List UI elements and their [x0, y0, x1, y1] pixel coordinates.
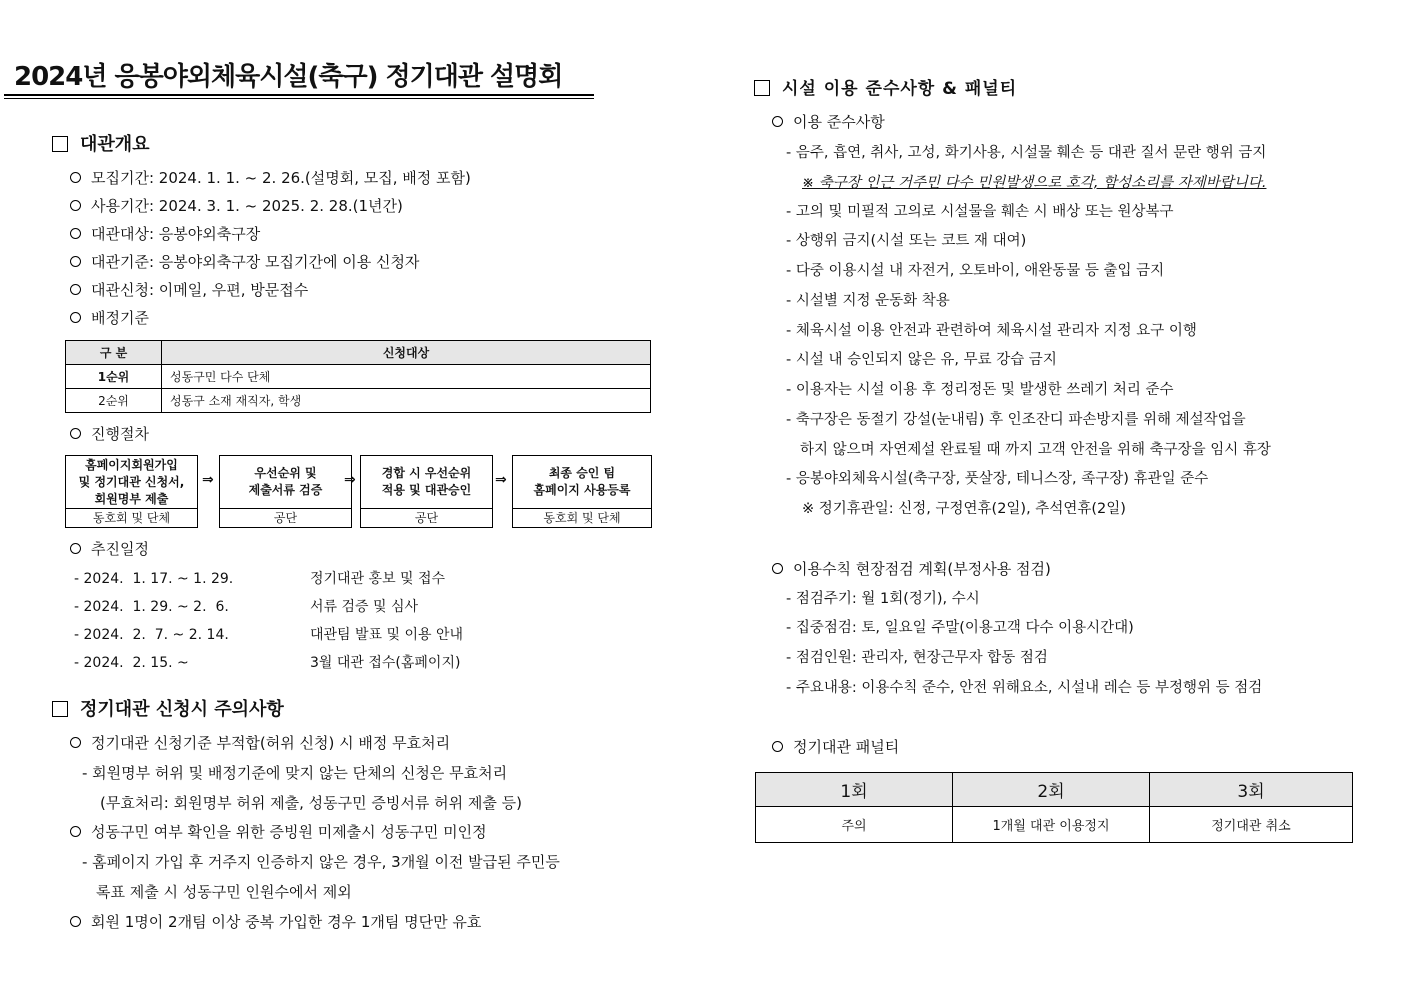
- rule-item: - 시설 내 승인되지 않은 유, 무료 강습 금지: [786, 352, 1057, 368]
- process-step-text: 경합 시 우선순위: [381, 466, 472, 480]
- circle-bullet-icon: [70, 284, 81, 295]
- schedule-desc: 서류 검증 및 심사: [310, 599, 419, 615]
- title-underline-thin: [4, 98, 594, 99]
- process-step: [512, 455, 652, 528]
- schedule-row: [74, 569, 445, 589]
- process-step: [65, 455, 198, 528]
- circle-bullet-icon: [70, 916, 81, 927]
- caution-subitem: - 홈페이지 가입 후 거주지 인증하지 않은 경우, 3개월 이전 발급된 주민등: [82, 853, 560, 871]
- caution-item: 회원 1명이 2개팀 이상 중복 가입한 경우 1개팀 명단만 유효: [70, 912, 481, 932]
- section-heading-overview: 대관개요: [52, 133, 150, 157]
- table-header-row: [66, 341, 651, 365]
- section-heading-rules-penalty: 시설 이용 준수사항 & 패널티: [754, 77, 1017, 101]
- circle-bullet-icon: [70, 428, 81, 439]
- process-label: 진행절차: [70, 424, 149, 444]
- table-cell: 정기대관 취소: [1150, 807, 1353, 843]
- overview-item: 대관신청: 이메일, 우편, 방문접수: [70, 280, 308, 300]
- circle-bullet-icon: [772, 116, 783, 127]
- table-header-cell: 신청대상: [162, 341, 651, 365]
- circle-bullet-icon: [70, 543, 81, 554]
- process-step-main: [66, 456, 197, 509]
- overview-item: 배정기준: [70, 308, 149, 328]
- table-cell: 1순위: [66, 365, 162, 389]
- table-row: [756, 807, 1353, 843]
- process-step: [360, 455, 493, 528]
- circle-bullet-icon: [70, 228, 81, 239]
- table-row: [66, 389, 651, 413]
- circle-bullet-icon: [70, 172, 81, 183]
- arrow-right-icon: ⇒: [344, 472, 356, 488]
- process-step-text: 회원명부 제출: [94, 491, 169, 506]
- process-step-text: 적용 및 대관승인: [381, 483, 472, 497]
- circle-bullet-icon: [70, 737, 81, 748]
- inspection-item: - 집중점검: 토, 일요일 주말(이용고객 다수 이용시간대): [786, 620, 1134, 636]
- schedule-date: - 2024. 1. 17. ~ 1. 29.: [74, 571, 234, 587]
- schedule-row: [74, 597, 418, 617]
- rule-note: ※ 축구장 인근 거주민 다수 민원발생으로 호각, 함성소리를 자제바랍니다.: [802, 175, 1267, 191]
- process-step-text: 홈페이지회원가입: [85, 457, 178, 472]
- circle-bullet-icon: [70, 826, 81, 837]
- rule-item: - 상행위 금지(시설 또는 코트 재 대여): [786, 233, 1027, 249]
- schedule-label: 추진일정: [70, 539, 149, 559]
- overview-item: 사용기간: 2024. 3. 1. ~ 2025. 2. 28.(1년간): [70, 196, 403, 216]
- schedule-desc: 정기대관 홍보 및 접수: [310, 571, 446, 587]
- schedule-desc: 3월 대관 접수(홈페이지): [310, 655, 461, 671]
- process-step-text: 우선순위 및: [254, 466, 317, 480]
- table-cell: 성동구 소재 재직자, 학생: [162, 389, 651, 413]
- penalty-label: 정기대관 패널티: [772, 737, 899, 757]
- rule-item: - 체육시설 이용 안전과 관련하여 체육시설 관리자 지정 요구 이행: [786, 323, 1197, 339]
- rule-item: - 고의 및 미필적 고의로 시설물을 훼손 시 배상 또는 원상복구: [786, 204, 1174, 220]
- table-cell: 2순위: [66, 389, 162, 413]
- process-step-text: 홈페이지 사용등록: [533, 483, 631, 497]
- schedule-row: [74, 625, 463, 645]
- table-header-cell: 1회: [756, 773, 953, 807]
- table-cell: 1개월 대관 이용정지: [953, 807, 1150, 843]
- rule-item: - 축구장은 동절기 강설(눈내림) 후 인조잔디 파손방지를 위해 제설작업을: [786, 412, 1246, 428]
- schedule-date: - 2024. 2. 15. ~: [74, 655, 189, 671]
- rule-item: 하지 않으며 자연제설 완료될 때 까지 고객 안전을 위해 축구장을 임시 휴장: [800, 442, 1271, 458]
- table-header-cell: 2회: [953, 773, 1150, 807]
- checkbox-square-icon: [52, 136, 68, 152]
- table-header-cell: 구 분: [66, 341, 162, 365]
- process-step-main: [220, 456, 351, 509]
- inspection-label: 이용수칙 현장점검 계획(부정사용 점검): [772, 559, 1051, 579]
- checkbox-square-icon: [52, 701, 68, 717]
- overview-item: 모집기간: 2024. 1. 1. ~ 2. 26.(설명회, 모집, 배정 포함): [70, 168, 471, 188]
- process-step-actor: 동호회 및 단체: [543, 511, 621, 525]
- rule-item: - 시설별 지정 운동화 착용: [786, 293, 950, 309]
- penalty-table: [755, 772, 1353, 843]
- circle-bullet-icon: [772, 741, 783, 752]
- process-step-actor: 공단: [273, 511, 298, 525]
- inspection-item: - 주요내용: 이용수칙 준수, 안전 위해요소, 시설내 레슨 등 부정행위 등 점검: [786, 680, 1263, 696]
- table-row: [66, 365, 651, 389]
- rule-item: - 음주, 흡연, 취사, 고성, 화기사용, 시설물 훼손 등 대관 질서 문란 행위 금지: [786, 145, 1267, 161]
- circle-bullet-icon: [70, 256, 81, 267]
- inspection-item: - 점검인원: 관리자, 현장근무자 합동 점검: [786, 650, 1048, 666]
- schedule-row: [74, 653, 460, 673]
- process-step-text: 제출서류 검증: [248, 483, 323, 497]
- overview-item: 대관대상: 응봉야외축구장: [70, 224, 260, 244]
- process-step-text: 최종 승인 팀: [548, 466, 616, 480]
- table-header-cell: 3회: [1150, 773, 1353, 807]
- inspection-item: - 점검주기: 월 1회(정기), 수시: [786, 591, 980, 607]
- rules-label: 이용 준수사항: [772, 112, 885, 132]
- allocation-table: [65, 340, 651, 413]
- caution-item: 정기대관 신청기준 부적합(허위 신청) 시 배정 무효처리: [70, 733, 450, 753]
- rule-item: - 다중 이용시설 내 자전거, 오토바이, 애완동물 등 출입 금지: [786, 263, 1165, 279]
- process-step-main: [361, 456, 492, 509]
- process-step-main: [513, 456, 651, 509]
- section-heading-caution: 정기대관 신청시 주의사항: [52, 698, 284, 722]
- table-cell: 성동구민 다수 단체: [162, 365, 651, 389]
- arrow-right-icon: ⇒: [202, 472, 214, 488]
- process-step-actor: 공단: [414, 511, 439, 525]
- schedule-date: - 2024. 1. 29. ~ 2. 6.: [74, 599, 229, 615]
- table-header-row: [756, 773, 1353, 807]
- rule-item: - 이용자는 시설 이용 후 정리정돈 및 발생한 쓰레기 처리 준수: [786, 382, 1174, 398]
- rule-item: - 응봉야외체육시설(축구장, 풋살장, 테니스장, 족구장) 휴관일 준수: [786, 471, 1209, 487]
- rule-note: ※ 정기휴관일: 신정, 구정연휴(2일), 추석연휴(2일): [802, 501, 1126, 517]
- schedule-desc: 대관팀 발표 및 이용 안내: [310, 627, 464, 643]
- arrow-right-icon: ⇒: [495, 472, 507, 488]
- caution-subitem: - 회원명부 허위 및 배정기준에 맞지 않는 단체의 신청은 무효처리: [82, 764, 508, 782]
- process-step-text: 및 정기대관 신청서,: [78, 474, 185, 489]
- caution-item: 성동구민 여부 확인을 위한 증빙원 미제출시 성동구민 미인정: [70, 822, 487, 842]
- circle-bullet-icon: [772, 563, 783, 574]
- caution-subitem: 록표 제출 시 성동구민 인원수에서 제외: [96, 883, 352, 901]
- caution-subitem: (무효처리: 회원명부 허위 제출, 성동구민 증빙서류 허위 제출 등): [100, 794, 522, 812]
- circle-bullet-icon: [70, 200, 81, 211]
- process-step: [219, 455, 352, 528]
- overview-item: 대관기준: 응봉야외축구장 모집기간에 이용 신청자: [70, 252, 419, 272]
- checkbox-square-icon: [754, 80, 770, 96]
- process-step-actor: 동호회 및 단체: [92, 511, 171, 525]
- schedule-date: - 2024. 2. 7. ~ 2. 14.: [74, 627, 229, 643]
- title-underline: [4, 94, 594, 96]
- document-title: 2024년 응봉야외체육시설(축구) 정기대관 설명회: [14, 62, 563, 92]
- table-cell: 주의: [756, 807, 953, 843]
- circle-bullet-icon: [70, 312, 81, 323]
